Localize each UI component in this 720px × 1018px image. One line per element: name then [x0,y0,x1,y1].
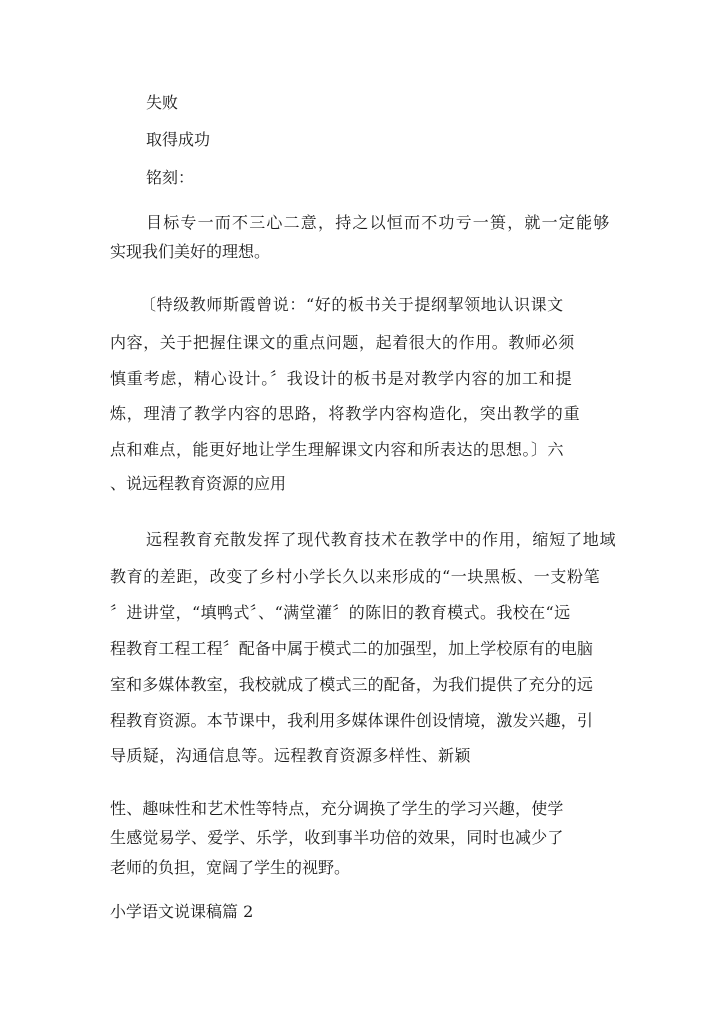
text-line: 〔特级教师斯霞曾说：“好的板书关于提纲挈领地认识课文 [140,295,564,314]
text-line: 铭刻： [146,168,195,187]
text-line: 性、趣味性和艺术性等特点，充分调换了学生的学习兴趣，使学 [110,799,564,818]
section-heading: 小学语文说课稿篇 2 [110,902,254,921]
text-line: 室和多媒体教室，我校就成了模式三的配备，为我们提供了充分的远 [110,675,594,694]
text-line: 生感觉易学、爱学、乐学，收到事半功倍的效果，同时也减少了 [110,828,564,847]
text-line: 程教育工程工程〞配备中属于模式二的加强型，加上学校原有的电脑 [110,639,594,658]
text-line: 慎重考虑，精心设计。〞我设计的板书是对教学内容的加工和提 [110,369,573,388]
section-heading: 、说远程教育资源的应用 [110,474,287,493]
text-line: 失败 [146,93,179,112]
text-line: 取得成功 [146,130,211,149]
text-line: 点和难点，能更好地让学生理解课文内容和所表达的思想。〕六 [110,440,565,459]
text-line: 〞进讲堂，“填鸭式〞、“满堂灌〞的陈旧的教育模式。我校在“远 [110,603,571,622]
text-line: 教育的差距，改变了乡村小学长久以来形成的“一块黑板、一支粉笔 [110,567,601,586]
text-line: 远程教育充散发挥了现代教育技术在教学中的作用，缩短了地域 [146,530,617,549]
text-line: 导质疑，沟通信息等。远程教育资源多样性、新颖 [110,746,471,765]
text-line: 炼，理清了教学内容的思路，将教学内容构造化，突出教学的重 [110,404,581,423]
text-line: 内容，关于把握住课文的重点问题，起着很大的作用。教师必须 [110,333,575,352]
text-line: 目标专一而不三心二意，持之以恒而不功亏一篑，就一定能够 [146,213,611,232]
text-line: 程教育资源。本节课中，我利用多媒体课件创设情境，激发兴趣，引 [110,711,594,730]
text-line: 实现我们美好的理想。 [110,242,271,261]
text-line: 老师的负担，宽阔了学生的视野。 [110,858,351,877]
